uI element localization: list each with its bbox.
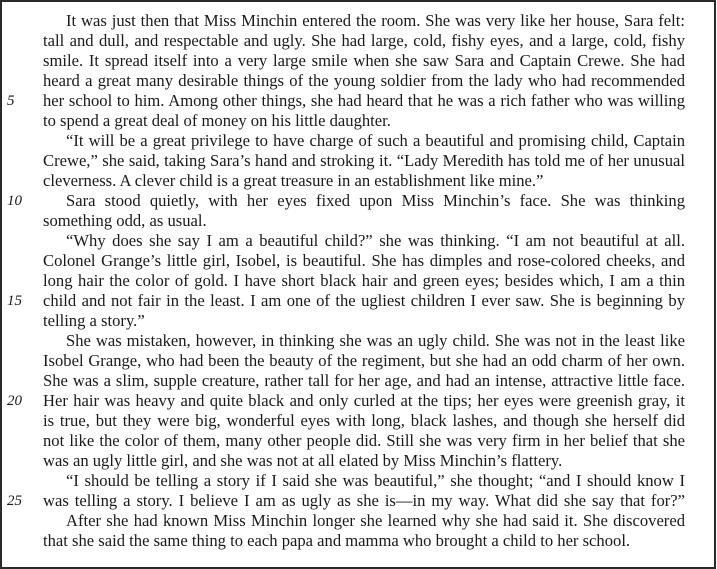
passage-line bbox=[43, 531, 685, 551]
passage-line bbox=[7, 391, 685, 411]
passage-line bbox=[43, 451, 685, 471]
line-text: cleverness. A clever child is a great treasure in an establishment like mine.” bbox=[43, 171, 544, 190]
line-text: “It will be a great privilege to have charge of such a beautiful and promising child, Captain bbox=[66, 131, 685, 150]
line-text: something odd, as usual. bbox=[43, 211, 207, 230]
line-text: that she said the same thing to each papa and mamma who brought a child to her school. bbox=[43, 531, 631, 550]
passage-line bbox=[43, 71, 685, 91]
line-number: 20 bbox=[7, 393, 22, 409]
passage-line bbox=[43, 131, 685, 151]
line-text: It was just then that Miss Minchin entered the room. She was very like her house, Sara felt: bbox=[66, 11, 685, 30]
passage-line bbox=[43, 251, 685, 271]
line-text: After she had known Miss Minchin longer she learned why she had said it. She discovered bbox=[66, 511, 685, 530]
passage-line bbox=[43, 171, 685, 191]
passage-line bbox=[7, 191, 685, 211]
passage-line bbox=[43, 31, 685, 51]
line-text: Colonel Grange’s little girl, Isobel, is beautiful. She has dimples and rose-colored cheeks, and bbox=[43, 251, 685, 270]
passage-line bbox=[43, 271, 685, 291]
passage-line bbox=[43, 431, 685, 451]
passage-line bbox=[7, 291, 685, 311]
passage-line bbox=[43, 331, 685, 351]
line-text: “I should be telling a story if I said she was beautiful,” she thought; “and I should know I bbox=[66, 471, 685, 490]
passage-line bbox=[43, 471, 685, 491]
line-text: her school to him. Among other things, she had heard that he was a rich father who was willing bbox=[43, 91, 685, 110]
line-number: 25 bbox=[7, 493, 22, 509]
passage-line bbox=[43, 371, 685, 391]
line-text: not like the color of them, many other people did. Still she was very firm in her belief that she bbox=[43, 431, 685, 450]
line-text: tall and dull, and respectable and ugly. She had large, cold, fishy eyes, and a large, cold, fishy bbox=[43, 31, 685, 50]
line-number: 15 bbox=[7, 293, 22, 309]
passage-line bbox=[43, 231, 685, 251]
line-text: was telling a story. I believe I am as ugly as she is—in my way. What did she say that for?” bbox=[43, 491, 685, 510]
line-text: She was a slim, supple creature, rather tall for her age, and had an intense, attractive little face. bbox=[43, 371, 685, 390]
passage-line bbox=[43, 111, 685, 131]
line-text: to spend a great deal of money on his little daughter. bbox=[43, 111, 391, 130]
line-text: Sara stood quietly, with her eyes fixed upon Miss Minchin’s face. She was thinking bbox=[66, 191, 685, 210]
line-text: smile. It spread itself into a very large smile when she saw Sara and Captain Crewe. She had bbox=[43, 51, 685, 70]
line-text: Her hair was heavy and quite black and only curled at the tips; her eyes were greenish gray, it bbox=[43, 391, 685, 410]
line-number: 10 bbox=[7, 193, 22, 209]
line-text: telling a story.” bbox=[43, 311, 145, 330]
line-text: Crewe,” she said, taking Sara’s hand and stroking it. “Lady Meredith has told me of her unusual bbox=[43, 151, 685, 170]
line-text: heard a great many desirable things of the young soldier from the lady who had recommended bbox=[43, 71, 685, 90]
passage-line bbox=[7, 491, 685, 511]
passage-line bbox=[7, 91, 685, 111]
passage-line bbox=[43, 151, 685, 171]
line-text: was an ugly little girl, and she was not at all elated by Miss Minchin’s flattery. bbox=[43, 451, 563, 470]
passage-line bbox=[43, 311, 685, 331]
passage-line bbox=[43, 511, 685, 531]
line-text: is true, but they were big, wonderful eyes with long, black lashes, and though she herself did bbox=[43, 411, 685, 430]
line-text: “Why does she say I am a beautiful child?” she was thinking. “I am not beautiful at all. bbox=[66, 231, 685, 250]
line-number: 5 bbox=[7, 93, 15, 109]
line-text: She was mistaken, however, in thinking she was an ugly child. She was not in the least like bbox=[66, 331, 685, 350]
passage-line bbox=[43, 351, 685, 371]
line-text: Isobel Grange, who had been the beauty of the regiment, but she had an odd charm of her own. bbox=[43, 351, 685, 370]
passage-line bbox=[43, 211, 685, 231]
passage-line bbox=[43, 11, 685, 31]
line-text: long hair the color of gold. I have short black hair and green eyes; besides which, I am a thin bbox=[43, 271, 685, 290]
passage-line bbox=[43, 411, 685, 431]
line-text: child and not fair in the least. I am one of the ugliest children I ever saw. She is beginning by bbox=[43, 291, 685, 310]
passage-line bbox=[43, 51, 685, 71]
passage-body bbox=[7, 11, 685, 551]
